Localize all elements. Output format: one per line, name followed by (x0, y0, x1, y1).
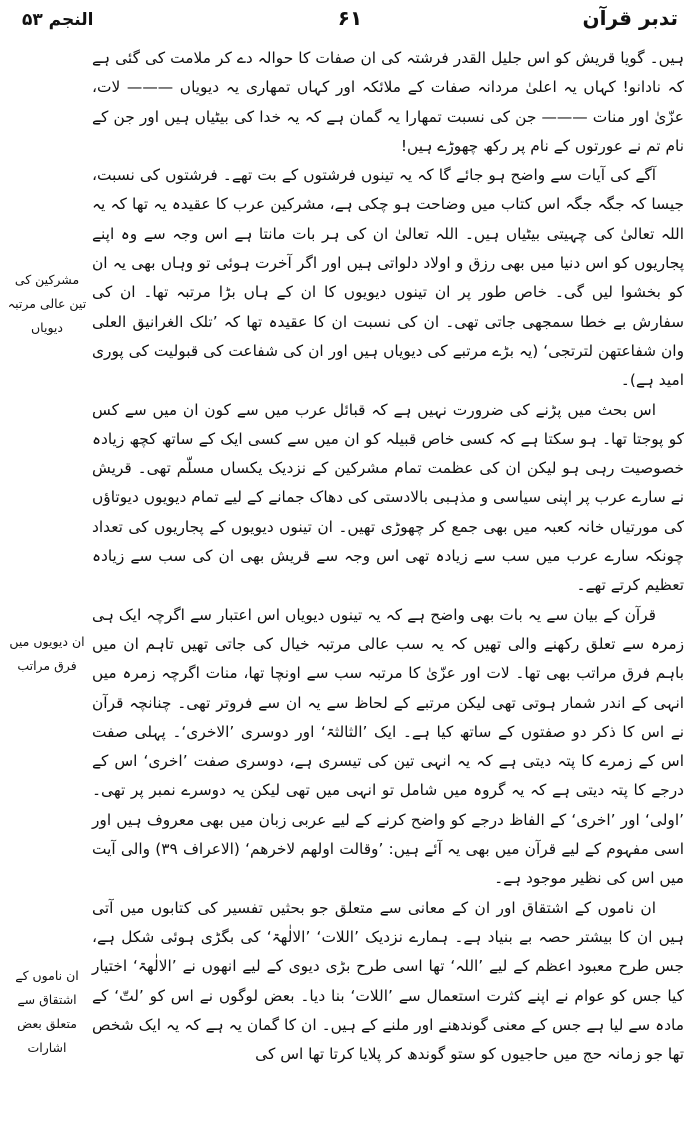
paragraph: ان ناموں کے اشتقاق اور ان کے معانی سے متعلق جو بحثیں تفسیر کی کتابوں میں آتی ہیں ان کا بیشتر حصہ بے بنیاد ہے۔ ہمارے نزدیک ’اللات‘ ’الالٰھۃ‘ کی بگڑی ہوئی شکل ہے، جس طرح معبود اعظم کے لیے ’اللہ‘ تھا اسی طرح بڑی دیوی کے لیے انھوں نے ’الالٰھۃ‘ اختیار کیا جس کو عوام نے اپنے کثرت استعمال سے ’اللات‘ بنا دیا۔ بعض لوگوں نے اس کو ’لتّ‘ کے مادہ سے لیا ہے جس کے معنی گوندھنے اور ملنے کے ہیں۔ ان کا گمان یہ ہے کہ یہ ایک شخص تھا جو زمانہ حج میں حاجیوں کو ستو گوندھ کر پلایا کرتا تھا اس کی (92, 898, 684, 1064)
running-header-surah: النجم ۵۳ (22, 10, 94, 30)
paragraph: اس بحث میں پڑنے کی ضرورت نہیں ہے کہ قبائل عرب میں سے کون ان میں سے کس کو پوجتا تھا۔ ہو سکتا ہے کہ کسی خاص قبیلہ کو ان میں سے کسی ایک کے ساتھ کچھ زیادہ خصوصیت رہی ہو لیکن ان کی عظمت تمام مشرکین کے نزدیک یکساں مسلّم تھی۔ قریش نے سارے عرب پر اپنی سیاسی و مذہبی بالادستی کی دھاک جمانے کے لیے تمام دیویوں دیوتاؤں کی مورتیاں خانہ کعبہ میں بھی جمع کر چھوڑی تھیں۔ ان تینوں دیویوں کے پجاریوں کی تعداد چونکہ سارے عرب میں سب سے زیادہ تھی اس وجہ سے قریش بھی ان کی سب سے زیادہ تعظیم کرتے تھے۔ (92, 400, 684, 595)
paragraph: قرآن کے بیان سے یہ بات بھی واضح ہے کہ یہ تینوں دیویاں اس اعتبار سے اگرچہ ایک ہی زمرہ سے تعلق رکھنے والی تھیں کہ یہ سب عالی مرتبہ خیال کی جاتی تھیں تاہم ان میں باہم فرق مراتب بھی تھا۔ لات اور عزّیٰ کا مرتبہ سب سے اونچا تھا، منات اگرچہ زمرہ میں انہی کے اندر شمار ہوتی تھی لیکن مرتبے کے لحاظ سے یہ ان سے فروتر تھی۔ چنانچہ قرآن نے اس کا ذکر دو صفتوں کے ساتھ کیا ہے۔ ایک ’الثالثۃ‘ اور دوسری ’الاخری‘۔ پہلی صفت اس کے زمرے کا پتہ دیتی ہے کہ یہ انہی تین کی تیسری ہے، دوسری صفت ’اخری‘ اس کے درجے کا پتہ دیتی ہے کہ یہ گروہ میں شامل تو انہی میں تھی لیکن یہ دوسرے نمبر پر تھی۔ ’اولی‘ اور ’اخری‘ کے الفاظ درجے کو واضح کرنے کے لیے عربی زبان میں بھی معروف ہیں اور اسی مفہوم کے لیے قرآن میں بھی یہ آئے ہیں: ’وقالت اولھم لاخرھم‘ (الاعراف ۳۹) والی آیت میں اس کی نظیر موجود ہے۔ (92, 605, 684, 888)
running-header-title: تدبر قرآن (582, 6, 678, 30)
paragraph: آگے کی آیات سے واضح ہو جائے گا کہ یہ تینوں فرشتوں کے بت تھے۔ فرشتوں کی نسبت، جیسا کہ جگہ جگہ اس کتاب میں وضاحت ہو چکی ہے، مشرکین عرب کا عقیدہ یہ تھا کہ یہ اللہ تعالیٰ کی چہیتی بیٹیاں ہیں۔ اللہ تعالیٰ ان کی ہر بات مانتا ہے اس وجہ سے وہ اپنے پجاریوں کو اس دنیا میں بھی رزق و اولاد دلواتی ہیں اور اگر آخرت ہوئی تو وہاں بھی یہ ان کو بخشوا لیں گی۔ خاص طور پر ان تینوں دیویوں کا ان کے ہاں بڑا مرتبہ تھا۔ ان کی سفارش بے خطا سمجھی جاتی تھی۔ ان کی نسبت ان کا عقیدہ تھا کہ ’تلک الغرانیق العلی وان شفاعتھن لترتجی‘ (یہ بڑے مرتبے کی دیویاں ہیں اور ان کی شفاعت کی قبولیت کی پوری امید ہے)۔ (92, 166, 684, 390)
margin-note-three-goddesses: مشرکین کی تین عالی مرتبہ دیویاں (7, 272, 87, 335)
page-number: ۶۱ (337, 6, 363, 30)
margin-note-rank-difference: ان دیویوں میں فرق مراتب (9, 634, 85, 673)
margin-note-etymology: ان ناموں کے اشتقاق سے متعلق بعض اشارات (15, 968, 79, 1055)
page-header (0, 0, 700, 44)
body-text (92, 44, 684, 1129)
paragraph: ہیں۔ گویا قریش کو اس جلیل القدر فرشتہ کی ان صفات کا حوالہ دے کر ملامت کی گئی ہے کہ نادانو! کہاں یہ اعلیٰ مردانہ صفات کے ملائکہ اور کہاں تمھاری یہ دیویاں ——— لات، عزّیٰ اور منات ——— جن کی نسبت تمھارا یہ گمان ہے کہ یہ خدا کی بیٹیاں ہیں اور جن کے نام تم نے عورتوں کے نام پر رکھ چھوڑے ہیں! (92, 49, 684, 155)
